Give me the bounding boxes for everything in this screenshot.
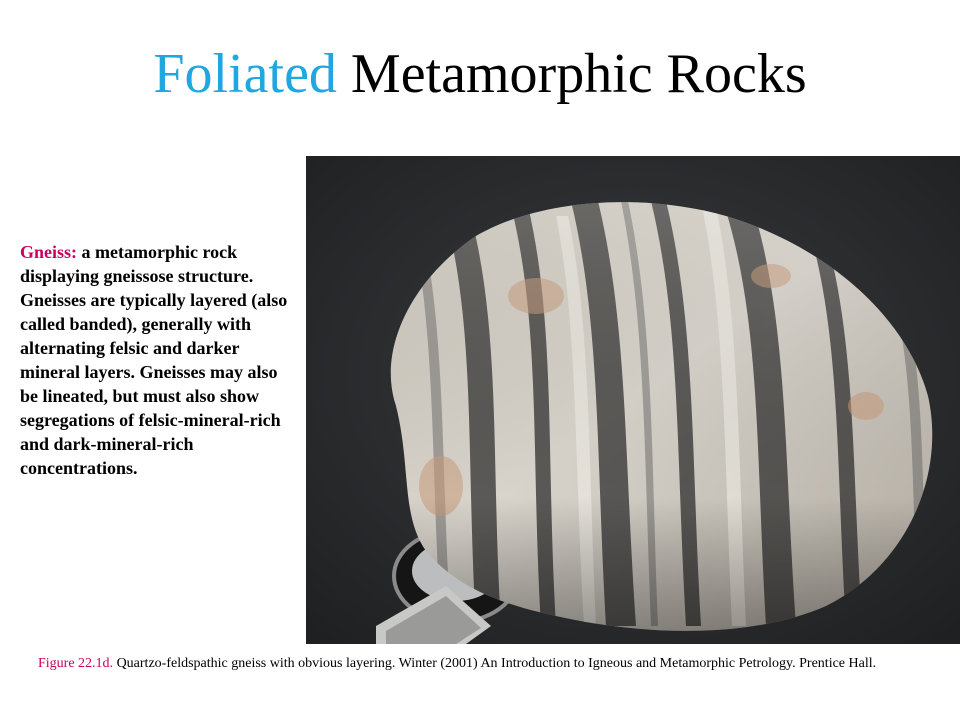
title-rest: Metamorphic Rocks [336, 43, 807, 105]
gneiss-specimen-photo [306, 156, 960, 644]
slide-title [0, 38, 960, 110]
figure-citation: Quartzo-feldspathic gneiss with obvious layering. Winter (2001) An Introduction to Igneous and Metamorphic Petrology. Prentice Hall. [113, 656, 877, 671]
gneiss-term: Gneiss: [20, 242, 78, 262]
figure-number: Figure 22.1d. [38, 656, 114, 671]
figure-caption [38, 653, 938, 674]
gneiss-definition: a metamorphic rock displaying gneissose structure. Gneisses are typically layered (also called banded), generally with alternating felsic and darker mineral layers. Gneisses may also be lineated, but must also show segregations of felsic-mineral-rich and dark-mineral-rich concentrations. [20, 242, 288, 478]
title-accent-word: Foliated [153, 43, 337, 105]
gneiss-description [20, 240, 292, 480]
